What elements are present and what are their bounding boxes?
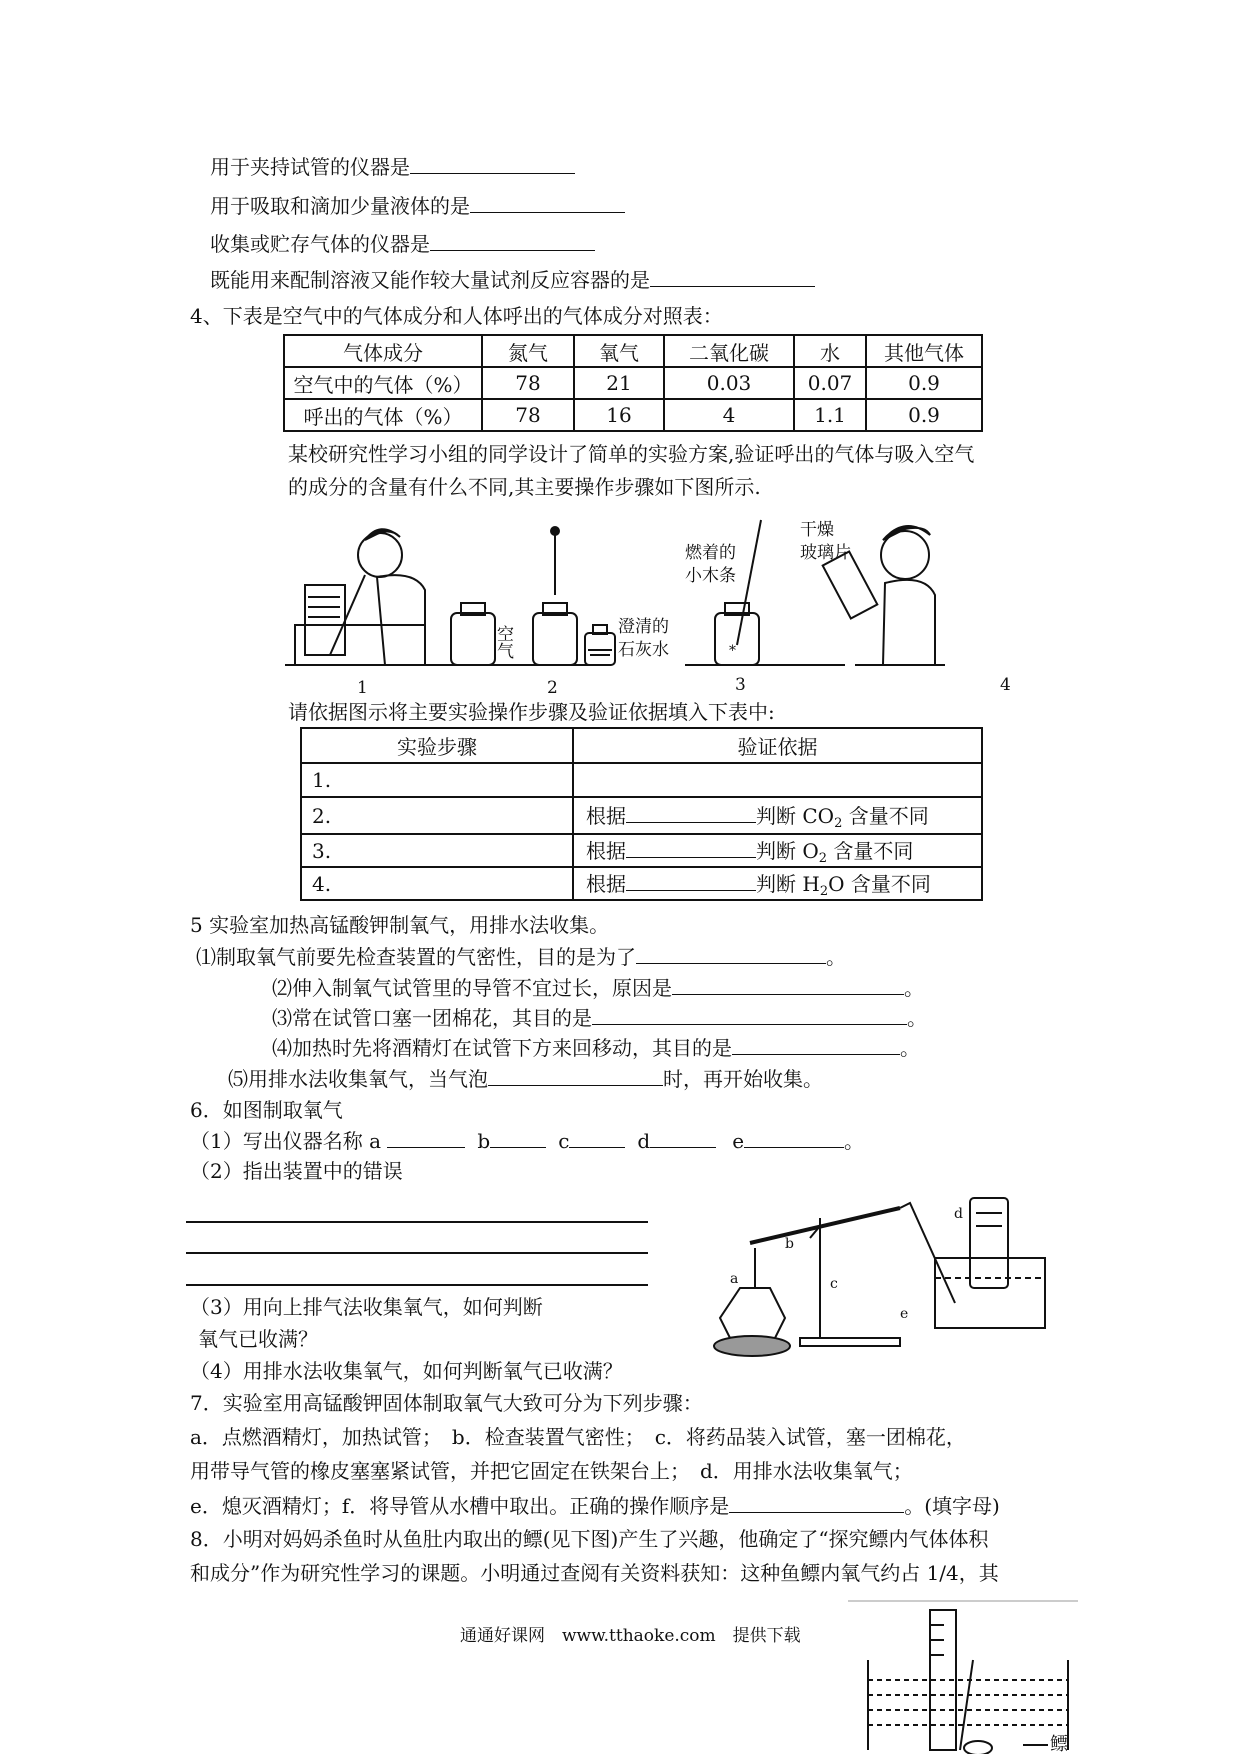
answer-line[interactable]	[186, 1284, 648, 1286]
table-header: 氧气	[574, 335, 664, 367]
q5-item-4: ⑷加热时先将酒精灯在试管下方来回移动，其目的是 。	[272, 1036, 920, 1060]
q6-part-3b: 氧气已收满？	[198, 1327, 318, 1351]
answer-line[interactable]	[186, 1221, 648, 1223]
straw	[330, 575, 365, 655]
q7-title: 7．实验室用高锰酸钾固体制取氧气大致可分为下列步骤：	[190, 1391, 703, 1415]
answer-blank-b[interactable]	[490, 1127, 546, 1148]
figure-number-1: 1	[357, 678, 368, 698]
answer-blank[interactable]	[626, 837, 756, 858]
answer-blank[interactable]	[430, 230, 595, 251]
table-row	[284, 367, 982, 399]
table-cell: 空气中的气体（%）	[284, 367, 482, 399]
label-e: e	[900, 1306, 909, 1322]
experiment-steps-table	[300, 727, 983, 901]
answer-blank[interactable]	[488, 1065, 663, 1086]
q5-title: 5 实验室加热高锰酸钾制氧气，用排水法收集。	[190, 913, 610, 937]
air-bottle	[451, 613, 495, 665]
table-header: 验证依据	[573, 728, 982, 763]
table-cell: 21	[574, 367, 664, 399]
label-c: c	[830, 1276, 838, 1292]
q6-part-4: （4）用排水法收集氧气，如何判断氧气已收满？	[190, 1359, 623, 1383]
label-limewater-2: 石灰水	[618, 640, 669, 660]
q8-line-1: 8．小明对妈妈杀鱼时从鱼肚内取出的鳔(见下图)产生了兴趣，他确定了“探究鳔内气体体积	[190, 1527, 989, 1551]
person-body-2	[883, 580, 935, 665]
answer-blank-a[interactable]	[387, 1127, 465, 1148]
gas-comparison-table	[283, 334, 983, 432]
q4-fill-prompt: 请依据图示将主要实验操作步骤及验证依据填入下表中:	[288, 700, 775, 724]
label-air: 空气	[493, 625, 513, 659]
table-header: 实验步骤	[301, 728, 573, 763]
table-row	[301, 763, 982, 797]
q5-item-3: ⑶常在试管口塞一团棉花，其目的是 。	[272, 1006, 927, 1030]
breathing-experiment-figure	[285, 515, 1045, 698]
label-d: d	[954, 1206, 963, 1222]
inverted-bottle	[305, 585, 345, 655]
label-a: a	[730, 1271, 739, 1287]
q5-item-1: ⑴制取氧气前要先检查装置的气密性，目的是为了 。	[196, 945, 846, 969]
wooden-stick	[737, 520, 761, 645]
q4-intro: 4、下表是空气中的气体成分和人体呼出的气体成分对照表：	[190, 304, 723, 328]
answer-blank[interactable]	[626, 870, 756, 891]
basis-cell: 根据 判断 $O_2$ 含量不同	[573, 834, 982, 867]
label-stick-1: 燃着的	[685, 543, 736, 563]
q8-line-2: 和成分”作为研究性学习的课题。小明通过查阅有关资料获知：这种鱼鳔内氧气约占 1/4，其	[190, 1561, 999, 1585]
q3-line-3: 收集或贮存气体的仪器是	[210, 230, 595, 257]
answer-blank[interactable]	[470, 192, 625, 213]
table-cell: 0.03	[664, 367, 794, 399]
table-cell: 0.9	[866, 399, 982, 431]
table-header: 其他气体	[866, 335, 982, 367]
delivery-tube	[900, 1203, 955, 1303]
table-cell: 呼出的气体（%）	[284, 399, 482, 431]
alcohol-lamp	[720, 1288, 785, 1338]
table-row	[301, 834, 982, 867]
iron-stand-base	[800, 1338, 900, 1346]
q3-line-4: 既能用来配制溶液又能作较大量试剂反应容器的是	[210, 266, 815, 293]
test-tube	[750, 1208, 900, 1243]
table-cell: 1.	[301, 763, 573, 797]
q5-item-2: ⑵伸入制氧气试管里的导管不宜过长，原因是 。	[272, 976, 924, 1000]
oxygen-test-bottle	[715, 613, 759, 665]
person-body	[377, 575, 425, 665]
oxygen-apparatus-figure	[710, 1188, 1070, 1358]
q3-line-1: 用于夹持试管的仪器是	[210, 153, 575, 180]
basis-cell: 根据 判断 $CO_2$ 含量不同	[573, 797, 982, 834]
page-footer: 通通好课网 www.tthaoke.com 提供下载	[460, 1626, 801, 1646]
answer-line[interactable]	[186, 1252, 648, 1254]
answer-blank[interactable]	[592, 1004, 907, 1025]
q6-title: 6．如图制取氧气	[190, 1098, 343, 1122]
svg-text:*: *	[729, 643, 736, 659]
q7-line-2: 用带导气管的橡皮塞塞紧试管，并把它固定在铁架台上； d．用排水法收集氧气；	[190, 1459, 913, 1483]
table-cell: 1.1	[794, 399, 866, 431]
q7-line-1: a．点燃酒精灯，加热试管； b．检查装置气密性； c．将药品装入试管，塞一团棉花，	[190, 1425, 966, 1449]
table-header: 水	[794, 335, 866, 367]
figure-number-3: 3	[735, 675, 746, 695]
table-header-row	[284, 335, 982, 367]
table-cell: 2.	[301, 797, 573, 834]
gas-bottle	[533, 613, 577, 665]
table-cell: 16	[574, 399, 664, 431]
swim-bladder	[964, 1741, 992, 1754]
answer-blank[interactable]	[650, 266, 815, 287]
q7-line-3: e．熄灭酒精灯；f．将导管从水槽中取出。正确的操作顺序是 。(填字母)	[190, 1494, 1000, 1518]
answer-blank-c[interactable]	[569, 1127, 625, 1148]
answer-blank[interactable]	[626, 802, 756, 823]
table-cell: 3.	[301, 834, 573, 867]
cylinder-tube	[960, 1660, 973, 1750]
trough-walls	[868, 1660, 1068, 1750]
answer-blank[interactable]	[672, 974, 904, 995]
answer-blank[interactable]	[729, 1492, 904, 1513]
table-cell: 4.	[301, 867, 573, 900]
label-b: b	[785, 1236, 794, 1252]
label-glass-2: 玻璃片	[800, 543, 851, 563]
label-swim-bladder: 鳔	[1050, 1734, 1068, 1754]
table-header: 气体成分	[284, 335, 482, 367]
label-glass-1: 干燥	[800, 520, 834, 540]
table-header: 二氧化碳	[664, 335, 794, 367]
q4-paragraph-1: 某校研究性学习小组的同学设计了简单的实验方案,验证呼出的气体与吸入空气	[288, 442, 975, 466]
q6-part-2: （2）指出装置中的错误	[190, 1159, 403, 1183]
answer-blank[interactable]	[636, 943, 826, 964]
table-cell: 78	[482, 399, 574, 431]
figure-number-2: 2	[547, 678, 558, 698]
label-limewater-1: 澄清的	[618, 617, 669, 637]
table-cell: 78	[482, 367, 574, 399]
swim-bladder-figure	[848, 1600, 1078, 1754]
gas-collecting-bottle	[970, 1198, 1008, 1288]
basis-cell: 根据 判断 $H_2O$ 含量不同	[573, 867, 982, 900]
table-row	[301, 867, 982, 900]
answer-blank-e[interactable]	[744, 1127, 844, 1148]
answer-cell[interactable]	[573, 763, 982, 797]
answer-blank[interactable]	[410, 153, 575, 174]
q5-item-5: ⑸用排水法收集氧气，当气泡 时，再开始收集。	[228, 1067, 823, 1091]
table-row	[301, 797, 982, 834]
q6-part-3a: （3）用向上排气法收集氧气，如何判断	[190, 1295, 543, 1319]
table-header: 氮气	[482, 335, 574, 367]
table-cell: 0.9	[866, 367, 982, 399]
answer-blank[interactable]	[732, 1034, 900, 1055]
figure-number-4: 4	[1000, 675, 1011, 695]
q4-paragraph-2: 的成分的含量有什么不同,其主要操作步骤如下图所示.	[288, 475, 761, 499]
q3-line-2: 用于吸取和滴加少量液体的是	[210, 192, 625, 219]
water-trough	[295, 625, 425, 665]
q6-part-1: （1）写出仪器名称 a b c d e 。	[190, 1129, 865, 1153]
table-header-row	[301, 728, 982, 763]
table-cell: 4	[664, 399, 794, 431]
table-row	[284, 399, 982, 431]
answer-blank-d[interactable]	[650, 1127, 716, 1148]
table-cell: 0.07	[794, 367, 866, 399]
label-stick-2: 小木条	[685, 566, 736, 586]
